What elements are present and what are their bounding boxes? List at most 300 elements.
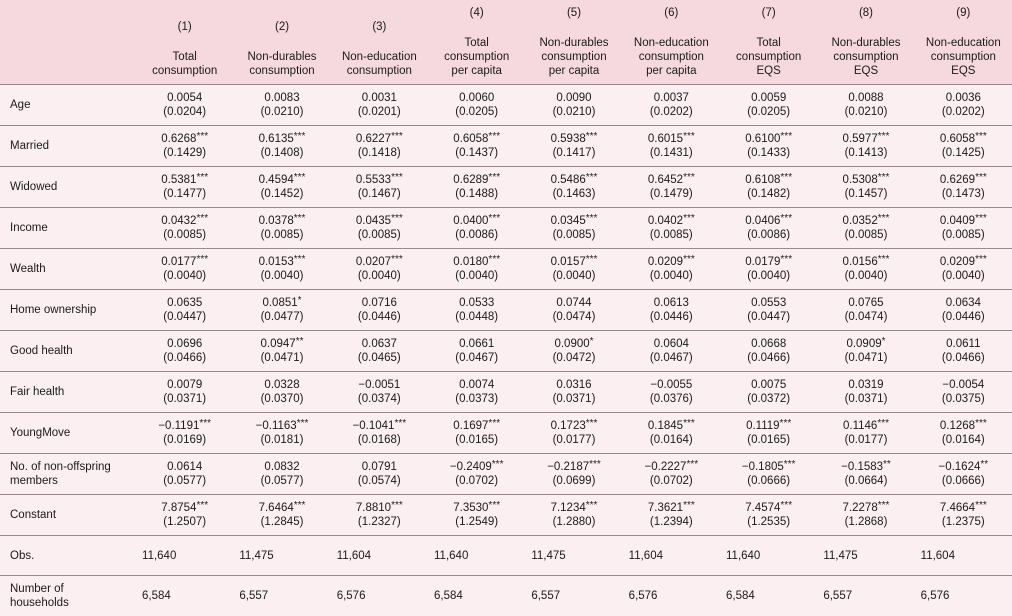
- significance-stars: ***: [293, 172, 306, 183]
- table-row: [0, 126, 1012, 167]
- column-number: (4): [469, 7, 484, 19]
- significance-stars: ***: [877, 172, 890, 183]
- standard-error: (0.0577): [260, 475, 304, 487]
- column-label: consumption: [152, 65, 218, 77]
- coefficient-value: 0.0611: [946, 338, 981, 350]
- coefficient: [724, 501, 813, 515]
- coefficient: [237, 419, 326, 433]
- significance-stars: ***: [488, 213, 501, 224]
- table-cell: [720, 331, 817, 372]
- standard-error: (0.0371): [844, 393, 888, 405]
- coefficient-value: 7.1234: [550, 502, 586, 514]
- standard-error: (0.0085): [844, 229, 888, 241]
- coefficient-value: −0.0051: [358, 379, 401, 391]
- coefficient: [432, 173, 521, 187]
- table-cell: [720, 413, 817, 454]
- row-label-line: Home ownership: [10, 304, 97, 316]
- coefficient-value: 0.1146: [842, 420, 878, 432]
- coefficient: [529, 214, 618, 228]
- table-cell: [623, 372, 720, 413]
- coefficient-value: 0.0083: [264, 92, 300, 104]
- table-cell: [233, 208, 330, 249]
- column-label: per capita: [451, 65, 502, 77]
- coefficient: [335, 460, 424, 474]
- significance-stars: ***: [488, 172, 501, 183]
- table-cell: [915, 290, 1012, 331]
- column-number: (2): [274, 21, 290, 33]
- column-label: Total: [172, 51, 197, 63]
- significance-stars: ***: [199, 418, 212, 429]
- coefficient: [237, 132, 326, 146]
- significance-stars: ***: [391, 213, 403, 224]
- standard-error: (0.1431): [649, 147, 693, 159]
- coefficient-value: −0.1191: [158, 420, 200, 432]
- standard-error: (1.2375): [941, 516, 985, 528]
- standard-error: (0.1417): [552, 147, 596, 159]
- significance-stars: ***: [585, 213, 598, 224]
- column-label: per capita: [646, 65, 697, 77]
- coefficient: [237, 378, 326, 392]
- coefficient: [627, 91, 716, 105]
- standard-error: (0.0040): [552, 270, 596, 282]
- table-cell: [428, 372, 525, 413]
- table-cell: [525, 331, 622, 372]
- standard-error: (0.0373): [455, 393, 499, 405]
- column-label: consumption: [930, 51, 996, 63]
- coefficient-value: 0.4594: [258, 174, 294, 186]
- coefficient-value: 0.0209: [647, 256, 684, 268]
- coefficient-value: −0.2187: [547, 461, 590, 473]
- column-number: (8): [858, 7, 874, 19]
- coefficient: [140, 132, 229, 146]
- standard-error: (0.0085): [163, 229, 207, 241]
- table-cell: [623, 249, 720, 290]
- coefficient: [237, 501, 326, 515]
- column-label: per capita: [548, 65, 600, 77]
- column-number: (1): [177, 21, 192, 33]
- count-cell: 11,604: [623, 536, 720, 576]
- table-cell: [525, 167, 622, 208]
- significance-stars: ***: [683, 254, 695, 265]
- standard-error: (0.0574): [357, 475, 401, 487]
- count-row: [0, 536, 1012, 576]
- coefficient: [140, 460, 229, 474]
- coefficient: [627, 173, 716, 187]
- row-label-line: members: [10, 475, 58, 487]
- standard-error: (0.0664): [844, 475, 888, 487]
- count-cell: 11,475: [525, 536, 622, 576]
- coefficient-value: 7.4574: [745, 502, 781, 514]
- standard-error: (0.1482): [747, 188, 791, 200]
- coefficient-value: −0.1583: [841, 461, 884, 473]
- table-cell: [331, 331, 428, 372]
- standard-error: (0.0702): [455, 475, 499, 487]
- significance-stars: ***: [975, 172, 987, 183]
- significance-stars: ***: [585, 418, 598, 429]
- coefficient: [335, 296, 424, 310]
- table-cell: [623, 495, 720, 536]
- standard-error: (0.0577): [163, 475, 207, 487]
- standard-error: (0.0086): [455, 229, 499, 241]
- coefficient-value: 0.0533: [459, 297, 495, 309]
- coefficient: [237, 460, 326, 474]
- standard-error: (0.0169): [163, 434, 207, 446]
- significance-stars: ***: [293, 131, 306, 142]
- standard-error: (0.0040): [844, 270, 888, 282]
- column-label: Total: [464, 37, 489, 49]
- coefficient: [627, 419, 716, 433]
- count-cell: 6,557: [233, 576, 330, 616]
- table-cell: [915, 454, 1012, 495]
- table-cell: [136, 372, 233, 413]
- standard-error: (0.1429): [163, 147, 207, 159]
- coefficient: [821, 501, 910, 515]
- column-number: (5): [566, 7, 582, 19]
- table-cell: [331, 372, 428, 413]
- table-cell: [720, 372, 817, 413]
- coefficient-value: 0.6452: [647, 174, 684, 186]
- significance-stars: ***: [975, 500, 987, 511]
- table-cell: [817, 208, 914, 249]
- significance-stars: ***: [196, 254, 209, 265]
- table-cell: [817, 413, 914, 454]
- coefficient: [821, 296, 910, 310]
- coefficient: [335, 419, 424, 433]
- coefficient-value: 0.0765: [848, 297, 884, 309]
- row-label-line: Fair health: [10, 386, 65, 398]
- table-cell: [331, 208, 428, 249]
- significance-stars: ***: [394, 418, 407, 429]
- standard-error: (0.0040): [747, 270, 791, 282]
- table-cell: [915, 372, 1012, 413]
- standard-error: (1.2845): [260, 516, 304, 528]
- significance-stars: ***: [877, 500, 890, 511]
- count-cell: 11,475: [233, 536, 330, 576]
- coefficient: [627, 132, 716, 146]
- coefficient: [140, 419, 229, 433]
- table-cell: [623, 85, 720, 126]
- coefficient: [140, 378, 229, 392]
- coefficient-value: 0.0088: [848, 92, 884, 104]
- table-cell: [525, 495, 622, 536]
- column-label: Non-durables: [831, 37, 901, 49]
- significance-stars: ***: [488, 254, 501, 265]
- coefficient-value: 0.0036: [945, 92, 981, 104]
- significance-stars: ***: [585, 500, 598, 511]
- standard-error: (0.1452): [260, 188, 304, 200]
- table-cell: [525, 85, 622, 126]
- column-label: Non-education: [925, 37, 1001, 49]
- coefficient: [335, 337, 424, 351]
- count-cell: 11,475: [817, 536, 914, 576]
- table-cell: [525, 372, 622, 413]
- coefficient-value: 0.0207: [355, 256, 392, 268]
- table-cell: [817, 372, 914, 413]
- coefficient-value: 0.6268: [161, 133, 197, 145]
- table-cell: [233, 372, 330, 413]
- standard-error: (0.0040): [260, 270, 304, 282]
- coefficient: [919, 337, 1008, 351]
- coefficient-value: 0.0180: [453, 256, 489, 268]
- significance-stars: ***: [780, 131, 793, 142]
- coefficient: [821, 419, 910, 433]
- count-cell: 6,584: [136, 576, 233, 616]
- coefficient: [529, 378, 618, 392]
- coefficient: [919, 173, 1008, 187]
- row-label: [0, 454, 136, 495]
- row-label-line: Income: [10, 222, 48, 234]
- table-cell: [136, 85, 233, 126]
- coefficient-value: 7.8754: [161, 502, 197, 514]
- table-cell: [428, 290, 525, 331]
- count-cell: 6,584: [428, 576, 525, 616]
- significance-stars: ***: [975, 254, 987, 265]
- table-cell: [428, 208, 525, 249]
- coefficient-value: 0.0409: [939, 215, 976, 227]
- coefficient: [919, 214, 1008, 228]
- coefficient-value: 0.0079: [167, 379, 203, 391]
- significance-stars: ***: [196, 172, 209, 183]
- coefficient: [432, 419, 521, 433]
- significance-stars: *: [589, 336, 594, 347]
- standard-error: (0.0040): [357, 270, 401, 282]
- significance-stars: ***: [877, 213, 890, 224]
- coefficient-value: 0.0209: [939, 256, 976, 268]
- coefficient: [724, 91, 813, 105]
- table-cell: [720, 495, 817, 536]
- coefficient-value: 0.1119: [746, 420, 780, 432]
- standard-error: (0.0040): [163, 270, 207, 282]
- coefficient: [237, 337, 326, 351]
- standard-error: (0.0205): [455, 106, 499, 118]
- significance-stars: ***: [780, 213, 793, 224]
- coefficient: [724, 419, 813, 433]
- coefficient-value: 0.0400: [453, 215, 489, 227]
- coefficient-value: 0.0059: [751, 92, 787, 104]
- column-header-1: [136, 0, 233, 85]
- significance-stars: ***: [196, 500, 209, 511]
- row-label-line: Age: [10, 99, 31, 111]
- table-cell: [136, 454, 233, 495]
- coefficient-value: −0.1041: [352, 420, 395, 432]
- row-label: [0, 495, 136, 536]
- standard-error: (0.0374): [357, 393, 401, 405]
- standard-error: (0.0085): [552, 229, 596, 241]
- standard-error: (0.0666): [747, 475, 791, 487]
- table-cell: [720, 126, 817, 167]
- coefficient: [140, 296, 229, 310]
- standard-error: (0.1425): [941, 147, 985, 159]
- coefficient-value: −0.0054: [942, 379, 985, 391]
- coefficient-value: 0.0696: [167, 338, 203, 350]
- standard-error: (1.2535): [747, 516, 791, 528]
- table-cell: [720, 290, 817, 331]
- significance-stars: ***: [780, 500, 793, 511]
- coefficient-value: 0.0031: [361, 92, 397, 104]
- table-cell: [233, 85, 330, 126]
- standard-error: (0.0040): [455, 270, 499, 282]
- coefficient-value: 0.0744: [556, 297, 592, 309]
- table-cell: [136, 208, 233, 249]
- column-label: EQS: [951, 65, 976, 77]
- row-label: [0, 413, 136, 454]
- coefficient: [627, 255, 716, 269]
- standard-error: (0.0376): [649, 393, 693, 405]
- coefficient-value: 0.6108: [745, 174, 781, 186]
- standard-error: (0.0202): [941, 106, 985, 118]
- coefficient: [432, 214, 521, 228]
- header-stub: [0, 0, 136, 85]
- significance-stars: ***: [491, 459, 504, 470]
- row-label-line: No. of non-offspring: [10, 461, 111, 473]
- column-header-2: [233, 0, 330, 85]
- table-cell: [525, 413, 622, 454]
- standard-error: (0.0210): [552, 106, 596, 118]
- significance-stars: ***: [683, 418, 695, 429]
- standard-error: (0.0177): [552, 434, 596, 446]
- significance-stars: ***: [683, 500, 695, 511]
- row-label-line: Married: [10, 140, 49, 152]
- significance-stars: ***: [975, 418, 987, 429]
- standard-error: (0.1418): [357, 147, 401, 159]
- coefficient-value: 0.0402: [647, 215, 684, 227]
- coefficient-value: 0.0851: [262, 297, 298, 309]
- standard-error: (0.0371): [163, 393, 207, 405]
- coefficient: [821, 337, 910, 351]
- column-number: (6): [664, 7, 679, 19]
- coefficient: [335, 173, 424, 187]
- standard-error: (0.0204): [163, 106, 207, 118]
- standard-error: (0.0168): [357, 434, 401, 446]
- table-cell: [331, 495, 428, 536]
- coefficient: [335, 501, 424, 515]
- standard-error: (0.1463): [552, 188, 596, 200]
- coefficient: [724, 337, 813, 351]
- coefficient: [432, 501, 521, 515]
- significance-stars: ***: [683, 172, 695, 183]
- standard-error: (0.0164): [649, 434, 693, 446]
- table-cell: [428, 413, 525, 454]
- significance-stars: **: [980, 459, 989, 470]
- coefficient: [432, 296, 521, 310]
- coefficient: [432, 337, 521, 351]
- standard-error: (0.0465): [357, 352, 401, 364]
- significance-stars: ***: [488, 418, 501, 429]
- table-cell: [233, 249, 330, 290]
- table-cell: [915, 331, 1012, 372]
- significance-stars: ***: [391, 131, 403, 142]
- coefficient: [724, 255, 813, 269]
- standard-error: (0.0040): [649, 270, 693, 282]
- standard-error: (0.1413): [844, 147, 888, 159]
- coefficient: [529, 255, 618, 269]
- standard-error: (0.0210): [260, 106, 304, 118]
- significance-stars: ***: [196, 213, 209, 224]
- coefficient-value: 0.0909: [846, 338, 882, 350]
- coefficient-value: 0.0900: [554, 338, 590, 350]
- standard-error: (0.0086): [747, 229, 791, 241]
- significance-stars: ***: [780, 172, 793, 183]
- column-label: consumption: [346, 65, 412, 77]
- significance-stars: ***: [877, 131, 890, 142]
- standard-error: (0.0474): [552, 311, 596, 323]
- coefficient: [237, 214, 326, 228]
- coefficient-value: 0.5938: [550, 133, 586, 145]
- table-cell: [720, 85, 817, 126]
- standard-error: (1.2880): [552, 516, 596, 528]
- significance-stars: *: [881, 336, 886, 347]
- coefficient-value: 0.0947: [260, 338, 296, 350]
- significance-stars: ***: [488, 500, 501, 511]
- coefficient-value: 7.6464: [258, 502, 294, 514]
- standard-error: (0.0466): [163, 352, 207, 364]
- column-label: consumption: [736, 51, 802, 63]
- row-label-line: Good health: [10, 345, 73, 357]
- significance-stars: ***: [683, 131, 695, 142]
- coefficient: [140, 173, 229, 187]
- coefficient-value: 0.0179: [745, 256, 781, 268]
- standard-error: (0.0165): [747, 434, 791, 446]
- coefficient-value: 0.0661: [459, 338, 495, 350]
- coefficient: [821, 378, 910, 392]
- coefficient-value: 0.0090: [556, 92, 592, 104]
- significance-stars: **: [883, 459, 891, 470]
- table-cell: [428, 85, 525, 126]
- coefficient-value: 0.0345: [550, 215, 586, 227]
- coefficient-value: 0.0037: [653, 92, 689, 104]
- column-label: consumption: [249, 65, 315, 77]
- table-cell: [233, 290, 330, 331]
- table-cell: [525, 290, 622, 331]
- coefficient-value: 0.6058: [453, 133, 489, 145]
- coefficient: [724, 296, 813, 310]
- standard-error: (0.0202): [649, 106, 693, 118]
- significance-stars: ***: [196, 131, 209, 142]
- coefficient-value: 0.0060: [459, 92, 495, 104]
- column-label: Non-durables: [539, 37, 609, 49]
- coefficient: [919, 255, 1008, 269]
- significance-stars: ***: [293, 500, 306, 511]
- table-row: [0, 249, 1012, 290]
- standard-error: (0.1437): [455, 147, 499, 159]
- table-cell: [428, 167, 525, 208]
- table-cell: [233, 413, 330, 454]
- coefficient: [529, 296, 618, 310]
- significance-stars: ***: [686, 459, 699, 470]
- column-header-3: [331, 0, 428, 85]
- table-cell: [915, 85, 1012, 126]
- table-cell: [817, 249, 914, 290]
- table-cell: [331, 454, 428, 495]
- table-cell: [623, 454, 720, 495]
- row-label: [0, 85, 136, 126]
- standard-error: (0.1488): [455, 188, 499, 200]
- coefficient-value: 0.0614: [167, 461, 203, 473]
- row-label-line: YoungMove: [10, 427, 71, 439]
- significance-stars: ***: [585, 172, 598, 183]
- coefficient: [919, 419, 1008, 433]
- coefficient: [432, 460, 521, 474]
- coefficient: [724, 173, 813, 187]
- count-cell: 6,576: [915, 576, 1012, 616]
- coefficient-value: 0.0432: [161, 215, 197, 227]
- coefficient-value: 0.6058: [939, 133, 976, 145]
- column-label: Total: [756, 37, 781, 49]
- column-header-7: [720, 0, 817, 85]
- standard-error: (1.2868): [844, 516, 888, 528]
- standard-error: (0.0040): [941, 270, 985, 282]
- table-cell: [720, 249, 817, 290]
